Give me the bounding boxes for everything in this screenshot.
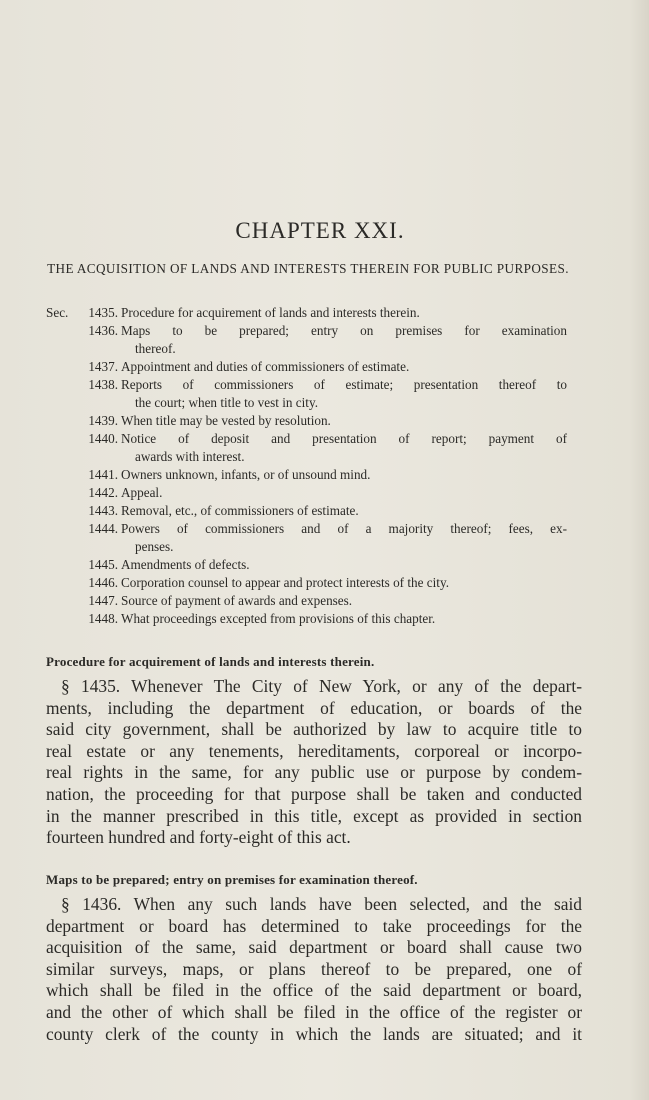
text-line: ments, including the department of education, or boards of the (46, 697, 582, 718)
text-line: real estate or any tenements, hereditaments, corporeal or incorpo- (46, 740, 582, 761)
toc-section-number: 1443. (88, 503, 118, 518)
toc-entry (0, 395, 649, 413)
toc-section-title: What proceedings excepted from provisions of this chapter. (121, 611, 436, 626)
toc-section-title: Source of payment of awards and expenses. (121, 593, 353, 608)
toc-section-number: 1436. (88, 323, 118, 338)
toc-entry (0, 503, 649, 521)
text-line: department or board has determined to take proceedings for the (46, 915, 582, 936)
toc-entry (0, 467, 649, 485)
toc-section-number: 1438. (88, 377, 118, 392)
toc-entry (0, 323, 649, 341)
toc-section-title: Removal, etc., of commissioners of estimate. (121, 503, 359, 518)
toc-section-title-continued: the court; when title to vest in city. (135, 395, 318, 410)
section-body-1435 (46, 676, 582, 849)
section-body-1436 (46, 894, 582, 1045)
toc-section-number: 1445. (88, 557, 118, 572)
text-line: in the manner prescribed in this title, except as provided in section (46, 805, 582, 826)
toc-section-number: 1442. (88, 485, 118, 500)
toc-entry (0, 377, 649, 395)
toc-section-number: 1437. (88, 359, 118, 374)
toc-section-number: 1435. (88, 305, 118, 320)
toc-section-title: Appeal. (121, 485, 163, 500)
toc-section-title-continued: penses. (135, 539, 174, 554)
toc-sec-label: Sec. (46, 305, 69, 320)
toc-entry (0, 485, 649, 503)
toc-section-number: 1439. (88, 413, 118, 428)
toc-section-title: When title may be vested by resolution. (121, 413, 331, 428)
text-line: said city government, shall be authorized by law to acquire title to (46, 719, 582, 740)
text-line: § 1435. Whenever The City of New York, or any of the depart- (61, 676, 582, 696)
table-of-contents (0, 305, 649, 629)
text-line: county clerk of the county in which the lands are situated; and it (46, 1023, 582, 1044)
chapter-title: CHAPTER XXI. (235, 218, 405, 243)
toc-entry (0, 431, 649, 449)
toc-section-title: Maps to be prepared; entry on premises for examination (121, 323, 567, 338)
text-line: § 1436. When any such lands have been selected, and the said (61, 894, 582, 914)
toc-section-title-continued: awards with interest. (135, 449, 245, 464)
text-line: similar surveys, maps, or plans thereof to be prepared, one of (46, 958, 582, 979)
toc-section-number: 1441. (88, 467, 118, 482)
toc-entry (0, 593, 649, 611)
toc-section-title: Notice of deposit and presentation of report; payment of (121, 431, 567, 446)
toc-entry (0, 413, 649, 431)
toc-entry (0, 575, 649, 593)
toc-entry (0, 305, 649, 323)
text-line: nation, the proceeding for that purpose shall be taken and conducted (46, 783, 582, 804)
chapter-subtitle: THE ACQUISITION OF LANDS AND INTERESTS THEREIN FOR PUBLIC PURPOSES. (47, 261, 569, 276)
toc-section-title: Amendments of defects. (121, 557, 250, 572)
toc-section-number: 1440. (88, 431, 118, 446)
toc-section-title: Owners unknown, infants, or of unsound mind. (121, 467, 371, 482)
toc-entry (0, 557, 649, 575)
toc-entry (0, 341, 649, 359)
toc-section-title: Appointment and duties of commissioners of estimate. (121, 359, 410, 374)
toc-section-number: 1444. (88, 521, 118, 536)
text-line: and the other of which shall be filed in the office of the register or (46, 1001, 582, 1022)
toc-entry (0, 449, 649, 467)
toc-section-title: Corporation counsel to appear and protect interests of the city. (121, 575, 449, 590)
toc-section-number: 1446. (88, 575, 118, 590)
toc-entry (0, 611, 649, 629)
toc-section-title: Powers of commissioners and of a majority thereof; fees, ex- (121, 521, 567, 536)
toc-entry (0, 359, 649, 377)
toc-section-title: Reports of commissioners of estimate; presentation thereof to (121, 377, 567, 392)
toc-section-number: 1448. (88, 611, 118, 626)
section-heading-1435: Procedure for acquirement of lands and interests therein. (46, 654, 375, 669)
section-heading-1436: Maps to be prepared; entry on premises for examination thereof. (46, 872, 418, 887)
toc-section-title: Procedure for acquirement of lands and interests therein. (121, 305, 420, 320)
text-line: which shall be filed in the office of the said department or board, (46, 980, 582, 1001)
text-line: real rights in the same, for any public use or purpose by condem- (46, 762, 582, 783)
text-line: fourteen hundred and forty-eight of this act. (46, 827, 351, 848)
text-line: acquisition of the same, said department or board shall cause two (46, 937, 582, 958)
toc-section-title-continued: thereof. (135, 341, 176, 356)
toc-entry (0, 539, 649, 557)
toc-entry (0, 521, 649, 539)
toc-section-number: 1447. (88, 593, 118, 608)
